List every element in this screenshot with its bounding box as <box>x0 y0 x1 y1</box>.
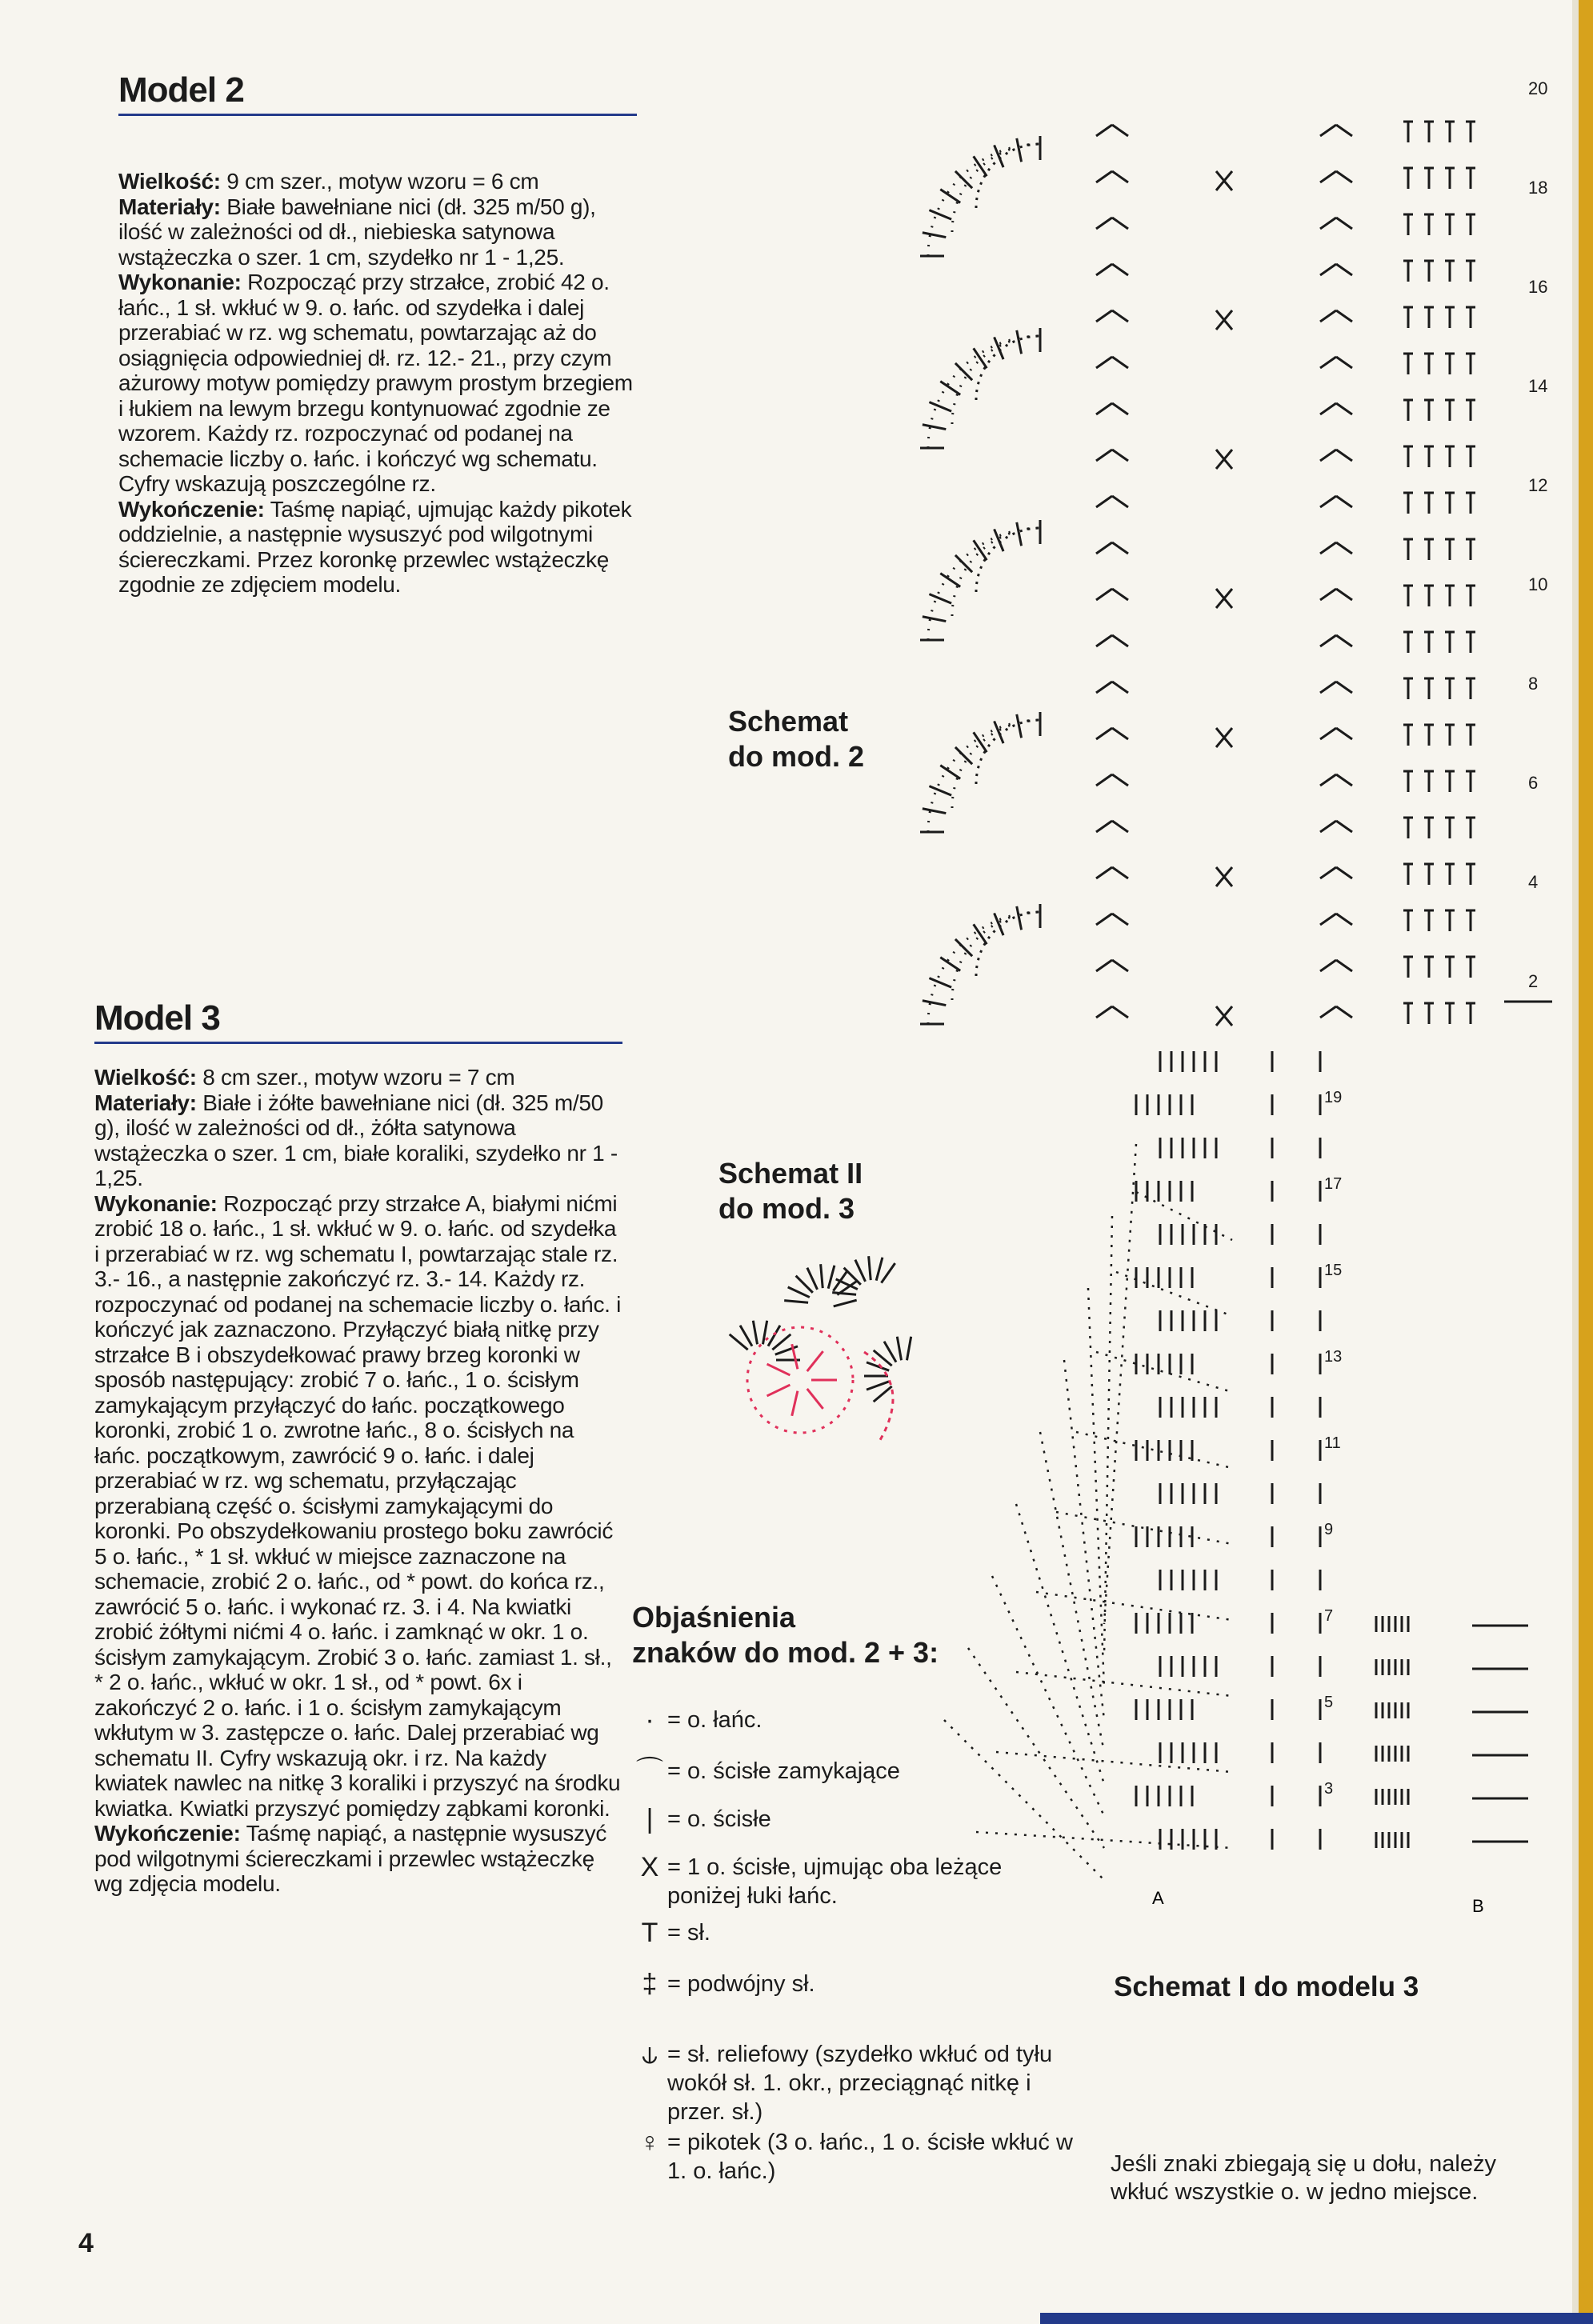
flower-stitch <box>834 1300 857 1306</box>
mod2-v-stitch <box>1096 589 1112 600</box>
legend-title: Objaśnienia znaków do mod. 2 + 3: <box>632 1601 939 1669</box>
flower-stitch <box>730 1334 748 1350</box>
mod2-v-stitch <box>1320 774 1336 786</box>
legend-text: = pikotek (3 o. łańc., 1 o. ścisłe wkłuć w 1. o. łańc.) <box>667 2130 1073 2184</box>
legend-item <box>632 1706 1080 1734</box>
mod2-arc-stitch <box>955 747 972 764</box>
flower-stitch <box>874 1386 892 1402</box>
legend-symbol: | <box>646 1804 654 1834</box>
legend-symbol: T <box>641 1918 658 1948</box>
mod2-arc-fans <box>920 136 1040 1024</box>
mod2-v-stitch <box>1096 867 1112 878</box>
mod2-v-stitch <box>1336 960 1352 971</box>
mod2-v-stitch <box>1096 310 1112 322</box>
mod2-v-stitch <box>1320 867 1336 878</box>
mod2-v-stitch <box>1096 125 1112 136</box>
mod2-row-number: 2 <box>1528 971 1539 991</box>
legend-item <box>632 1757 1080 1786</box>
mod2-v-stitch <box>1112 496 1128 507</box>
mod2-v-stitch <box>1320 821 1336 832</box>
schemat-i-chain <box>1016 1504 1104 1784</box>
legend-text: = o. ścisłe zamykające <box>667 1758 900 1784</box>
bottom-note: Jeśli znaki zbiegają się u dołu, należy wkłuć wszystkie o. w jedno miejsce. <box>1111 2151 1496 2205</box>
flower-spoke <box>767 1364 790 1375</box>
mod2-arc-stitch <box>955 171 972 188</box>
mod2-v-stitch <box>1320 450 1336 461</box>
flower-stitch <box>740 1326 752 1346</box>
mod2-v-stitch <box>1336 728 1352 739</box>
mod2-row-number: 4 <box>1528 872 1539 892</box>
arrow-b-label: B <box>1472 1896 1484 1916</box>
mod2-v-stitch <box>1096 774 1112 786</box>
flower-stitch <box>884 1342 896 1362</box>
mod2-v-stitch <box>1320 264 1336 275</box>
mod2-v-stitch <box>1096 1006 1112 1018</box>
legend-text: = sł. <box>667 1920 710 1946</box>
mod2-arc-stitch <box>955 363 972 380</box>
model3-body <box>94 1065 622 1897</box>
mod2-arc <box>928 912 1040 1024</box>
mod2-v-stitch <box>1096 403 1112 414</box>
flower-stitch <box>788 1287 810 1298</box>
mod2-arc <box>952 528 1040 616</box>
mod2-row-number: 18 <box>1528 178 1548 198</box>
legend-symbol: ♀ <box>639 2127 660 2158</box>
mod2-row-number: 16 <box>1528 277 1548 297</box>
legend-symbol: ⫝ <box>641 2039 658 2070</box>
mod2-v-stitch <box>1112 1006 1128 1018</box>
model2-section <box>118 70 637 598</box>
mod2-v-stitch <box>1336 867 1352 878</box>
legend-symbol: · <box>645 1705 654 1735</box>
schemat-i-row-number: 3 <box>1324 1780 1334 1798</box>
mod2-v-stitch <box>1112 357 1128 368</box>
mod2-v-stitch <box>1320 682 1336 693</box>
schemat-i-chain <box>1096 1352 1232 1392</box>
mod2-v-stitch <box>1336 635 1352 646</box>
mod2-arc-stitch <box>929 594 951 603</box>
model3-execution: Wykonanie: Rozpocząć przy strzałce A, białymi nićmi zrobić 18 o. łańc., 1 sł. wkłuć w 9. o. łańc. od szydełka i przerabiać w rz. wg schematu I, powtarzając stale rz. 3.- 16., a następnie zakończyć rz. 3.- 14. Każdy rz. rozpoczynać od podanej na schemacie liczby o. łańc. i kończyć jak zaznaczono. Przyłączyć białą nitkę przy strzałce B i obszydełkować prawy brzeg koronki w sposób następujący: zrobić 7 o. łańc., 1 o. ścisłym zamykającym przyłączyć do łańc. początkowego koronki, zrobić 1 o. zwrotne łańc., 8 o. ścisłych na łańc. początkowym, zawrócić 9 o. łańc. i dalej przerabiać w rz. wg schematu, przyłączając przerabianą część o. ścisłymi zamykającymi do koronki. Po obszydełkowaniu prostego boku zawrócić 5 o. łańc., * 1 sł. wkłuć w miejsce zaznaczone na schemacie, zrobić 2 o. łańc., od * powt. do końca rz., zawrócić 5 o. łańc. i wykonać rz. 3. i 4. Na kwiatki zrobić żółtymi nićmi 4 o. łańc. i zamknąć w okr. 1 o. ścisłym zamykającym. Zrobić 3 o. łańc. zamiast 1. sł., * 2 o. łańc., wkłuć w okr. 1 sł., od * powt. 6x i zakończyć 2 o. łańc. i 1 o. ścisłym zamykającym wkłutym w 3. zastępcze o. łańc. Dalej przerabiać wg schematu II. Cyfry wskazują okr. i rz. Na każdy kwiatek nawlec na nitkę 3 koraliki i przyszyć na środku kwiatka. Kwiatki przyszyć pomiędzy ząbkami koronki. <box>94 1190 622 1821</box>
mod2-arc <box>952 336 1040 424</box>
mod2-v-stitch <box>1336 682 1352 693</box>
schemat-i-row-number: 7 <box>1324 1607 1334 1625</box>
mod2-row-number: 14 <box>1528 376 1548 396</box>
page-edge <box>1579 0 1593 2324</box>
schemat-i-row-number: 19 <box>1324 1089 1343 1106</box>
mod2-v-stitch <box>1096 914 1112 925</box>
flower-stitch <box>821 1264 823 1288</box>
model2-body <box>118 169 637 598</box>
flower-stitch <box>796 1276 813 1293</box>
schemat-i-title: Schemat I do modelu 3 <box>1114 1971 1419 2002</box>
schemat-i-chain <box>1116 1272 1232 1316</box>
model2-title-rule <box>118 114 637 116</box>
model2-execution: Wykonanie: Rozpocząć przy strzałce, zrobić 42 o. łańc., 1 sł. wkłuć w 9. o. łańc. od szydełka i dalej przerabiać w rz. wg schematu, powtarzając aż do osiągnięcia odpowiedniej dł. rz. 12.- 21., przy czym ażurowy motyw pomiędzy prawym prostym brzegiem i łukiem na lewym brzegu kontynuować zgodnie ze wzorem. Każdy rz. rozpoczynać od podanej na schemacie liczby o. łańc. i kończyć wg schematu. Cyfry wskazują poszczególne rz. <box>118 270 633 496</box>
model3-title: Model 3 <box>94 998 220 1038</box>
model2-finishing: Wykończenie: Taśmę napiąć, ujmując każdy pikotek oddzielnie, a następnie wysuszyć pod wilgotnymi ściereczkami. Przez koronkę przewlec wstążeczkę zgodnie ze zdjęciem modelu. <box>118 496 632 597</box>
mod2-arc-stitch <box>1017 522 1022 546</box>
mod2-v-stitch <box>1320 496 1336 507</box>
mod2-v-stitch <box>1320 357 1336 368</box>
mod2-v-stitch <box>1112 218 1128 229</box>
mod2-v-stitch <box>1320 635 1336 646</box>
flower-stitch <box>874 1350 892 1366</box>
mod2-v-stitch <box>1320 171 1336 182</box>
mod2-v-stitch <box>1336 171 1352 182</box>
mod2-v-stitch <box>1096 450 1112 461</box>
mod2-v-stitch <box>1320 125 1336 136</box>
mod2-row-number: 20 <box>1528 80 1548 98</box>
mod2-v-stitch <box>1336 264 1352 275</box>
schemat-mod2-diagram <box>848 80 1568 1096</box>
mod2-v-stitch <box>1336 589 1352 600</box>
mod2-arc-stitch <box>923 1001 946 1006</box>
mod2-v-stitch <box>1096 960 1112 971</box>
flower-stitch <box>867 1382 889 1390</box>
legend-item <box>632 2040 1080 2126</box>
mod2-v-stitch <box>1096 821 1112 832</box>
mod2-v-stitch <box>1112 774 1128 786</box>
schemat-i-row-numbers <box>1324 1089 1342 1798</box>
schemat-i-chain <box>1136 1192 1232 1240</box>
bottom-edge <box>1040 2313 1593 2324</box>
mod2-arc <box>952 720 1040 808</box>
mod2-v-stitch <box>1336 218 1352 229</box>
mod2-v-stitch <box>1112 171 1128 182</box>
mod2-v-stitch <box>1096 357 1112 368</box>
mod2-v-stitch <box>1112 125 1128 136</box>
mod2-v-stitch <box>1320 403 1336 414</box>
legend-item <box>632 1853 1080 1910</box>
mod2-v-stitch <box>1112 450 1128 461</box>
mod2-arc-stitch <box>974 348 987 368</box>
legend-item <box>632 2128 1080 2186</box>
mod2-v-stitch <box>1336 357 1352 368</box>
schemat-i-chain <box>1056 1512 1232 1544</box>
arrow-a-label: A <box>1152 1888 1164 1908</box>
mod2-v-stitch <box>1112 682 1128 693</box>
schemat-i-chain <box>1088 1288 1104 1688</box>
flower-stitch <box>762 1321 766 1345</box>
mod2-arc-stitch <box>955 555 972 572</box>
flower-spoke <box>807 1351 823 1371</box>
mod2-v-stitch <box>1112 264 1128 275</box>
mod2-v-stitch <box>1112 867 1128 878</box>
model2-size: Wielkość: 9 cm szer., motyw wzoru = 6 cm <box>118 169 539 194</box>
schemat-i-chain <box>1016 1672 1232 1696</box>
mod2-arc-stitch <box>995 913 1003 935</box>
schemat-i-chain <box>1036 1592 1232 1620</box>
legend-item <box>632 1805 1080 1834</box>
mod2-arc-stitch <box>995 145 1003 167</box>
mod2-arc-stitch <box>995 337 1003 359</box>
model3-section <box>94 998 622 1897</box>
legend-symbol: X <box>640 1852 659 1882</box>
mod2-v-stitch <box>1112 821 1128 832</box>
mod2-v-stitch <box>1096 264 1112 275</box>
mod2-v-stitch <box>1112 542 1128 554</box>
mod2-v-stitch <box>1320 728 1336 739</box>
flower-stitch <box>876 1258 883 1281</box>
model3-finishing: Wykończenie: Taśmę napiąć, a następnie wysuszyć pod wilgotnymi ściereczkami i przewlec wstążeczkę wg zdjęcia modelu. <box>94 1821 607 1896</box>
mod2-v-stitch <box>1096 218 1112 229</box>
mod2-arc-stitch <box>929 402 951 411</box>
legend-text: = sł. reliefowy (szydełko wkłuć od tyłu wokół sł. 1. okr., przeciągnąć nitkę i przer. sł.) <box>667 2042 1053 2125</box>
schemat-i-chain <box>1064 1360 1104 1720</box>
flower-stitch <box>832 1293 856 1295</box>
model3-materials: Materiały: Białe i żółte bawełniane nici (dł. 325 m/50 g), ilość w zależności od dł., żółta satynowa wstążeczka o szer. 1 cm, białe koraliki, szydełko nr 1 - 1,25. <box>94 1090 618 1190</box>
mod2-v-stitch <box>1336 310 1352 322</box>
mod2-v-stitch <box>1112 635 1128 646</box>
mod2-v-stitch <box>1336 450 1352 461</box>
schemat-i-row-number: 11 <box>1324 1434 1341 1452</box>
page-edge-inner <box>1572 0 1579 2324</box>
mod2-v-stitch <box>1336 403 1352 414</box>
legend-symbol: ‡ <box>642 1969 658 1999</box>
schemat-i-row-number: 13 <box>1324 1348 1343 1366</box>
mod2-arc-stitch <box>974 924 987 944</box>
legend-text: = o. łańc. <box>667 1707 762 1733</box>
flower-stitch <box>844 1268 861 1285</box>
mod2-v-stitch <box>1320 542 1336 554</box>
mod2-v-stitch <box>1112 403 1128 414</box>
schemat-i-diagram <box>896 1032 1552 1928</box>
schemat-ii-label: Schemat II do mod. 3 <box>718 1157 863 1225</box>
mod2-v-stitch <box>1096 728 1112 739</box>
legend-text: = podwójny sł. <box>667 1971 815 1997</box>
schemat-i-row-number: 15 <box>1324 1262 1343 1279</box>
mod2-row-number: 10 <box>1528 574 1548 594</box>
mod2-v-stitch <box>1112 914 1128 925</box>
flower-stitch <box>784 1301 808 1303</box>
mod2-v-stitch <box>1096 496 1112 507</box>
legend-item <box>632 1970 1080 1998</box>
schemat-i-row-number: 5 <box>1324 1694 1334 1711</box>
schemat-i-row-number: 9 <box>1324 1521 1334 1538</box>
schemat-i-row-number: 17 <box>1324 1175 1343 1193</box>
mod2-v-stitch <box>1320 218 1336 229</box>
mod2-v-stitch <box>1096 635 1112 646</box>
page-number: 4 <box>78 2228 94 2258</box>
flower-stitch <box>828 1266 835 1289</box>
mod2-v-stitch <box>1320 310 1336 322</box>
legend-item <box>632 1918 1080 1947</box>
legend-symbol: ⌒ <box>636 1756 663 1786</box>
mod2-arc-stitch <box>923 233 946 238</box>
mod2-row-number: 12 <box>1528 475 1548 495</box>
mod2-arc-stitch <box>995 721 1003 743</box>
mod2-v-stitch <box>1336 1006 1352 1018</box>
mod2-arc <box>928 144 1040 256</box>
mod2-v-stitch <box>1336 821 1352 832</box>
mod2-arc <box>952 144 1040 232</box>
mod2-v-stitch <box>1096 682 1112 693</box>
flower-stitch <box>768 1326 780 1346</box>
mod2-v-stitch <box>1336 496 1352 507</box>
flower-stitch <box>753 1321 757 1345</box>
mod2-v-stitch <box>1320 589 1336 600</box>
flower-stitch <box>867 1362 889 1370</box>
mod2-arc-stitch <box>974 732 987 752</box>
model2-title: Model 2 <box>118 70 244 110</box>
flower-stitch <box>855 1260 866 1282</box>
mod2-arc-stitch <box>923 425 946 430</box>
flower-spoke <box>792 1391 798 1416</box>
schemat-i-chain <box>1104 1216 1112 1656</box>
mod2-row-numbers <box>1528 80 1547 991</box>
mod2-v-stitch <box>1336 774 1352 786</box>
mod2-v-stitch <box>1112 310 1128 322</box>
flower-spoke <box>767 1385 790 1396</box>
model3-size: Wielkość: 8 cm szer., motyw wzoru = 7 cm <box>94 1065 515 1090</box>
mod2-v-stitch <box>1112 960 1128 971</box>
legend-text: = o. ścisłe <box>667 1806 771 1832</box>
mod2-v-stitch <box>1320 960 1336 971</box>
mod2-v-stitch <box>1112 728 1128 739</box>
schemat-i-chain <box>1040 1432 1104 1752</box>
mod2-row-number: 6 <box>1528 773 1539 793</box>
mod2-arc-stitch <box>929 210 951 219</box>
flower-stitch <box>869 1256 871 1280</box>
flower-spoke <box>807 1389 823 1409</box>
model3-title-rule <box>94 1042 622 1044</box>
mod2-arc-stitch <box>955 939 972 956</box>
schemat-i-chain <box>1076 1432 1232 1468</box>
flower-stitch <box>807 1268 818 1290</box>
mod2-row-number: 8 <box>1528 674 1539 694</box>
mod2-v-stitch <box>1320 1006 1336 1018</box>
mod2-arc-stitch <box>923 617 946 622</box>
mod2-arc <box>928 336 1040 448</box>
mod2-pattern-grid <box>1096 122 1475 1026</box>
mod2-arc-stitch <box>974 156 987 176</box>
mod2-v-stitch <box>1336 125 1352 136</box>
mod2-v-stitch <box>1336 542 1352 554</box>
flower-stitch <box>881 1263 895 1283</box>
schemat-i-chain <box>1104 1144 1136 1624</box>
mod2-arc-stitch <box>974 540 987 560</box>
schemat-mod2-label: Schemat do mod. 2 <box>728 705 864 773</box>
mod2-arc <box>928 720 1040 832</box>
mod2-arc <box>928 528 1040 640</box>
mod2-v-stitch <box>1320 914 1336 925</box>
mod2-arc <box>952 912 1040 1000</box>
mod2-v-stitch <box>1112 589 1128 600</box>
mod2-arc-stitch <box>1017 330 1022 354</box>
mod2-arc-stitch <box>923 809 946 814</box>
mod2-v-stitch <box>1096 542 1112 554</box>
legend-text: = 1 o. ścisłe, ujmując oba leżące poniżej łuki łańc. <box>667 1854 1003 1909</box>
model2-materials: Materiały: Białe bawełniane nici (dł. 325 m/50 g), ilość w zależności od dł., niebieska satynowa wstążeczka o szer. 1 cm, szydełko nr 1 - 1,25. <box>118 194 596 270</box>
mod2-arc-stitch <box>1017 138 1022 162</box>
mod2-arc-stitch <box>929 786 951 795</box>
mod2-arc-stitch <box>1017 714 1022 738</box>
mod2-v-stitch <box>1336 914 1352 925</box>
flower-stitch <box>772 1334 790 1350</box>
mod2-arc-stitch <box>995 529 1003 551</box>
mod2-v-stitch <box>1096 171 1112 182</box>
mod2-arc-stitch <box>1017 906 1022 930</box>
mod2-arc-stitch <box>929 978 951 987</box>
